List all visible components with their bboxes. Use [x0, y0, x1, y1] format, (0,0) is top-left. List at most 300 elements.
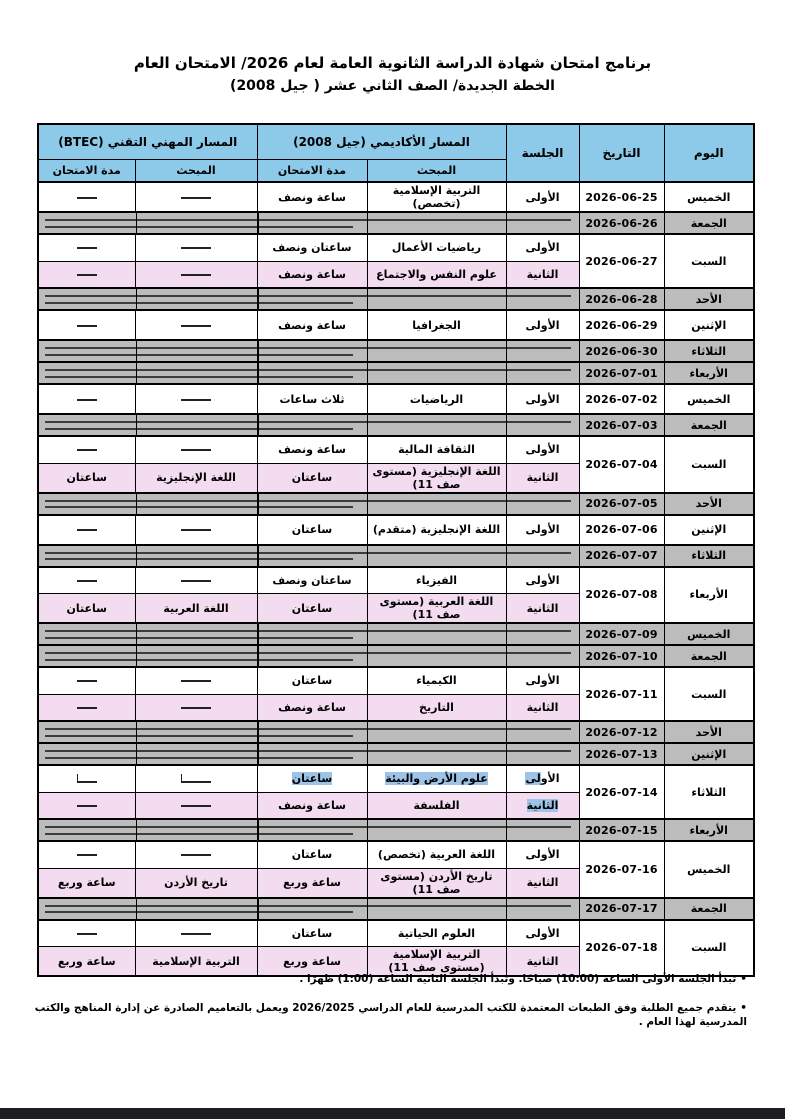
column-divider: [257, 289, 258, 309]
holiday-row: [38, 340, 754, 362]
column-divider: [257, 341, 258, 361]
academic-duration-cell: ساعة ونصف: [257, 436, 367, 463]
date-cell: 2026-07-17: [579, 898, 664, 920]
btec-duration-cell: [38, 234, 135, 261]
selection-highlight: ساعتان: [291, 772, 333, 786]
academic-duration-cell: ساعتان: [257, 920, 367, 947]
holiday-strike-cell: [38, 721, 579, 743]
column-divider: [367, 646, 368, 666]
academic-duration-cell: ساعتان ونصف: [257, 234, 367, 261]
day-cell: الأربعاء: [664, 567, 754, 624]
empty-dash: [77, 580, 97, 582]
day-cell: السبت: [664, 436, 754, 493]
column-divider: [367, 494, 368, 514]
academic-subject-cell: اللغة العربية (تخصص): [367, 841, 506, 868]
exam-row: [38, 310, 754, 340]
academic-subject-cell: الفيزياء: [367, 567, 506, 594]
empty-dash: [181, 854, 211, 856]
column-divider: [257, 213, 258, 233]
strike-line: [45, 558, 353, 560]
bullet-icon: •: [740, 1001, 747, 1014]
btec-subject-cell: التربية الإسلامية: [135, 947, 257, 977]
table-header: [38, 124, 754, 182]
academic-duration-cell: ساعة ونصف: [257, 694, 367, 721]
column-divider: [506, 289, 507, 309]
strike-line: [45, 905, 571, 907]
day-cell: الأربعاء: [664, 362, 754, 384]
empty-dash: [181, 247, 211, 249]
holiday-row: [38, 623, 754, 645]
column-divider: [506, 341, 507, 361]
empty-dash: [181, 449, 211, 451]
btec-subject-cell: [135, 310, 257, 340]
empty-dash: [181, 680, 211, 682]
empty-dash: [77, 274, 97, 276]
date-cell: 2026-07-13: [579, 743, 664, 765]
page-subtitle: الخطة الجديدة/ الصف الثاني عشر ( جيل 2008): [230, 77, 555, 94]
session-cell: الثانية: [506, 947, 579, 977]
strike-line: [45, 630, 571, 632]
header-academic-subject: المبحث: [367, 159, 506, 182]
academic-duration-cell: ساعتان: [257, 667, 367, 694]
academic-duration-cell: ساعة ونصف: [257, 792, 367, 819]
btec-duration-cell: [38, 667, 135, 694]
btec-duration-cell: [38, 920, 135, 947]
day-cell: الجمعة: [664, 645, 754, 667]
column-divider: [257, 363, 258, 383]
strike-line: [45, 226, 353, 228]
date-cell: 2026-07-09: [579, 623, 664, 645]
date-cell: 2026-07-18: [579, 920, 664, 977]
empty-dash: [181, 805, 211, 807]
column-divider: [136, 289, 137, 309]
column-divider: [367, 744, 368, 764]
selection-highlight: علوم الأرض والبيئة: [385, 772, 488, 786]
session-cell: الثانية: [506, 594, 579, 624]
day-cell: الثلاثاء: [664, 765, 754, 819]
column-divider: [136, 494, 137, 514]
column-divider: [257, 820, 258, 840]
column-divider: [136, 213, 137, 233]
academic-duration-cell: ثلاث ساعات: [257, 384, 367, 414]
header-day: اليوم: [664, 124, 754, 182]
column-divider: [136, 646, 137, 666]
academic-subject-cell: الكيمياء: [367, 667, 506, 694]
day-cell: الأحد: [664, 721, 754, 743]
holiday-strike-cell: [38, 898, 579, 920]
date-cell: 2026-06-26: [579, 212, 664, 234]
empty-dash: [181, 529, 211, 531]
holiday-row: [38, 414, 754, 436]
column-divider: [257, 415, 258, 435]
day-cell: السبت: [664, 234, 754, 288]
strike-line: [45, 302, 353, 304]
btec-duration-cell: [38, 694, 135, 721]
academic-subject-cell: اللغة الإنجليزية (متقدم): [367, 515, 506, 545]
btec-duration-cell: ساعتان: [38, 594, 135, 624]
btec-duration-cell: [38, 515, 135, 545]
column-divider: [257, 744, 258, 764]
holiday-row: [38, 212, 754, 234]
bullet-icon: •: [740, 973, 747, 985]
session-cell: الأولى: [506, 567, 579, 594]
btec-duration-cell: ساعة وربع: [38, 947, 135, 977]
column-divider: [506, 899, 507, 919]
column-divider: [506, 722, 507, 742]
column-divider: [506, 744, 507, 764]
academic-duration-cell: ساعة وربع: [257, 868, 367, 898]
holiday-row: [38, 721, 754, 743]
session-cell: الأولى: [506, 841, 579, 868]
strike-line: [45, 219, 571, 221]
academic-duration-cell: ساعة ونصف: [257, 182, 367, 212]
session-cell: الأولى: [506, 667, 579, 694]
column-divider: [257, 646, 258, 666]
column-divider: [506, 494, 507, 514]
strike-line: [45, 659, 353, 661]
academic-subject-cell: علوم النفس والاجتماع: [367, 261, 506, 288]
strike-line: [45, 369, 571, 371]
column-divider: [257, 899, 258, 919]
academic-subject-cell: الثقافة المالية: [367, 436, 506, 463]
day-cell: السبت: [664, 667, 754, 721]
btec-subject-cell: [135, 841, 257, 868]
strike-line: [45, 826, 571, 828]
day-cell: الخميس: [664, 841, 754, 898]
session-cell: الأولى: [506, 384, 579, 414]
empty-dash: [181, 580, 211, 582]
day-cell: الأربعاء: [664, 819, 754, 841]
academic-subject-cell: اللغة الإنجليزية (مستوى صف 11): [367, 463, 506, 493]
header-academic-duration: مدة الامتحان: [257, 159, 367, 182]
column-divider: [136, 899, 137, 919]
btec-subject-cell: اللغة العربية: [135, 594, 257, 624]
column-divider: [136, 363, 137, 383]
btec-subject-cell: [135, 694, 257, 721]
exam-row: [38, 567, 754, 594]
btec-subject-cell: [135, 920, 257, 947]
column-divider: [136, 546, 137, 566]
academic-duration-cell: ساعتان: [257, 841, 367, 868]
column-divider: [367, 289, 368, 309]
column-divider: [367, 722, 368, 742]
btec-subject-cell: [135, 792, 257, 819]
column-divider: [136, 341, 137, 361]
holiday-strike-cell: [38, 362, 579, 384]
day-cell: الخميس: [664, 182, 754, 212]
column-divider: [367, 899, 368, 919]
academic-duration-cell: ساعتان: [257, 463, 367, 493]
strike-line: [45, 295, 571, 297]
viewer-bottom-bar: [0, 1108, 785, 1119]
column-divider: [257, 494, 258, 514]
day-cell: الثلاثاء: [664, 340, 754, 362]
session-cell: [506, 792, 579, 819]
empty-dash: [181, 774, 211, 783]
academic-subject-cell: التربية الإسلامية (تخصص): [367, 182, 506, 212]
btec-duration-cell: [38, 841, 135, 868]
empty-dash: [77, 680, 97, 682]
column-divider: [506, 624, 507, 644]
btec-duration-cell: [38, 765, 135, 792]
academic-duration-cell: ساعتان ونصف: [257, 567, 367, 594]
column-divider: [506, 646, 507, 666]
exam-row: [38, 234, 754, 261]
exam-schedule-table: [37, 123, 755, 977]
academic-duration-cell: ساعة وربع: [257, 947, 367, 977]
holiday-strike-cell: [38, 645, 579, 667]
session-cell: الأولى: [506, 436, 579, 463]
day-cell: الإثنين: [664, 310, 754, 340]
day-cell: الجمعة: [664, 414, 754, 436]
strike-line: [45, 750, 571, 752]
day-cell: الإثنين: [664, 743, 754, 765]
holiday-row: [38, 545, 754, 567]
session-cell: الأولى: [506, 182, 579, 212]
academic-subject-cell: [367, 765, 506, 792]
btec-duration-cell: [38, 261, 135, 288]
holiday-strike-cell: [38, 493, 579, 515]
day-cell: الجمعة: [664, 212, 754, 234]
holiday-strike-cell: [38, 212, 579, 234]
date-cell: 2026-07-10: [579, 645, 664, 667]
empty-dash: [181, 325, 211, 327]
column-divider: [367, 546, 368, 566]
strike-line: [45, 376, 353, 378]
exam-row: [38, 515, 754, 545]
holiday-strike-cell: [38, 819, 579, 841]
holiday-row: [38, 493, 754, 515]
date-cell: 2026-06-29: [579, 310, 664, 340]
strike-line: [45, 637, 353, 639]
academic-subject-cell: الفلسفة: [367, 792, 506, 819]
empty-dash: [77, 854, 97, 856]
date-cell: 2026-07-01: [579, 362, 664, 384]
academic-subject-cell: التاريخ: [367, 694, 506, 721]
column-divider: [367, 820, 368, 840]
holiday-row: [38, 743, 754, 765]
empty-dash: [77, 933, 97, 935]
btec-duration-cell: [38, 436, 135, 463]
date-cell: 2026-07-11: [579, 667, 664, 721]
btec-subject-cell: [135, 667, 257, 694]
header-btec-duration: مدة الامتحان: [38, 159, 135, 182]
academic-duration-cell: ساعتان: [257, 594, 367, 624]
empty-dash: [77, 197, 97, 199]
date-cell: 2026-06-28: [579, 288, 664, 310]
date-cell: 2026-07-12: [579, 721, 664, 743]
holiday-row: [38, 362, 754, 384]
empty-dash: [77, 247, 97, 249]
exam-row: [38, 436, 754, 463]
column-divider: [136, 744, 137, 764]
academic-subject-cell: الجغرافيا: [367, 310, 506, 340]
header-date: التاريخ: [579, 124, 664, 182]
empty-dash: [77, 399, 97, 401]
column-divider: [257, 722, 258, 742]
empty-dash: [77, 707, 97, 709]
date-cell: 2026-06-27: [579, 234, 664, 288]
day-cell: الإثنين: [664, 515, 754, 545]
holiday-row: [38, 819, 754, 841]
column-divider: [136, 820, 137, 840]
strike-line: [45, 728, 571, 730]
empty-dash: [181, 399, 211, 401]
holiday-strike-cell: [38, 288, 579, 310]
column-divider: [367, 213, 368, 233]
btec-duration-cell: [38, 384, 135, 414]
date-cell: 2026-06-25: [579, 182, 664, 212]
session-cell: الأولى: [506, 310, 579, 340]
academic-subject-cell: اللغة العربية (مستوى صف 11): [367, 594, 506, 624]
exam-row: [38, 920, 754, 947]
selection-highlight: لى: [525, 772, 541, 786]
btec-subject-cell: [135, 182, 257, 212]
header-session: الجلسة: [506, 124, 579, 182]
btec-subject-cell: [135, 384, 257, 414]
note-textbook-editions: •يتقدم جميع الطلبة وفق الطبعات المعتمدة للكتب المدرسية للعام الدراسي 2026/2025 ويعمل بالتعاميم الصادرة عن إدارة المناهج والكتب المدرسية لهذا العام .: [34, 1001, 747, 1029]
session-cell: الأولى: [506, 765, 579, 792]
date-cell: 2026-07-04: [579, 436, 664, 493]
column-divider: [506, 415, 507, 435]
exam-row: [38, 384, 754, 414]
academic-subject-cell: تاريخ الأردن (مستوى صف 11): [367, 868, 506, 898]
table-body: [38, 182, 754, 976]
holiday-row: [38, 898, 754, 920]
strike-line: [45, 552, 571, 554]
btec-duration-cell: [38, 567, 135, 594]
footnotes: [30, 972, 747, 1044]
strike-line: [45, 421, 571, 423]
btec-subject-cell: [135, 765, 257, 792]
btec-subject-cell: [135, 261, 257, 288]
empty-dash: [77, 325, 97, 327]
academic-subject-cell: رياضيات الأعمال: [367, 234, 506, 261]
btec-duration-cell: ساعتان: [38, 463, 135, 493]
session-cell: الأولى: [506, 515, 579, 545]
date-cell: 2026-07-16: [579, 841, 664, 898]
date-cell: 2026-06-30: [579, 340, 664, 362]
day-cell: الأحد: [664, 288, 754, 310]
column-divider: [367, 341, 368, 361]
btec-duration-cell: [38, 182, 135, 212]
exam-row: [38, 841, 754, 868]
academic-duration-cell: ساعتان: [257, 515, 367, 545]
empty-dash: [181, 274, 211, 276]
column-divider: [367, 415, 368, 435]
strike-line: [45, 652, 571, 654]
academic-subject-cell: الرياضيات: [367, 384, 506, 414]
session-cell: الأولى: [506, 234, 579, 261]
date-cell: 2026-07-15: [579, 819, 664, 841]
btec-duration-cell: ساعة وربع: [38, 868, 135, 898]
column-divider: [257, 624, 258, 644]
exam-row: [38, 667, 754, 694]
header-btec-track: المسار المهني التقني (BTEC): [38, 124, 257, 159]
academic-duration-cell: ساعة ونصف: [257, 310, 367, 340]
academic-subject-cell: التربية الإسلامية (مستوى صف 11): [367, 947, 506, 977]
note-session-times: •تبدأ الجلسة الأولى الساعة (10:00) صباحًا. وتبدأ الجلسة الثانية الساعة (1:00) ظهرًا .: [299, 973, 747, 985]
strike-line: [45, 911, 353, 913]
day-cell: الخميس: [664, 384, 754, 414]
day-cell: الأحد: [664, 493, 754, 515]
empty-dash: [181, 707, 211, 709]
date-cell: 2026-07-05: [579, 493, 664, 515]
strike-line: [45, 500, 571, 502]
date-cell: 2026-07-06: [579, 515, 664, 545]
date-cell: 2026-07-03: [579, 414, 664, 436]
column-divider: [506, 546, 507, 566]
exam-row: [38, 182, 754, 212]
btec-subject-cell: [135, 234, 257, 261]
btec-duration-cell: [38, 792, 135, 819]
column-divider: [506, 820, 507, 840]
btec-duration-cell: [38, 310, 135, 340]
date-cell: 2026-07-14: [579, 765, 664, 819]
btec-subject-cell: [135, 436, 257, 463]
date-cell: 2026-07-07: [579, 545, 664, 567]
column-divider: [136, 722, 137, 742]
btec-subject-cell: [135, 567, 257, 594]
date-cell: 2026-07-08: [579, 567, 664, 624]
day-cell: الخميس: [664, 623, 754, 645]
page-title: برنامج امتحان شهادة الدراسة الثانوية العامة لعام 2026/ الامتحان العام: [133, 54, 652, 72]
holiday-strike-cell: [38, 623, 579, 645]
strike-line: [45, 833, 353, 835]
strike-line: [45, 428, 353, 430]
column-divider: [506, 213, 507, 233]
empty-dash: [77, 774, 97, 783]
session-cell: الثانية: [506, 868, 579, 898]
btec-subject-cell: اللغة الإنجليزية: [135, 463, 257, 493]
exam-row: [38, 765, 754, 792]
empty-dash: [77, 529, 97, 531]
strike-line: [45, 506, 353, 508]
strike-line: [45, 735, 353, 737]
column-divider: [136, 624, 137, 644]
strike-line: [45, 347, 571, 349]
column-divider: [506, 363, 507, 383]
column-divider: [367, 624, 368, 644]
holiday-strike-cell: [38, 414, 579, 436]
btec-subject-cell: [135, 515, 257, 545]
header-btec-subject: المبحث: [135, 159, 257, 182]
btec-subject-cell: تاريخ الأردن: [135, 868, 257, 898]
holiday-row: [38, 645, 754, 667]
day-cell: الثلاثاء: [664, 545, 754, 567]
holiday-strike-cell: [38, 743, 579, 765]
day-cell: السبت: [664, 920, 754, 977]
empty-dash: [77, 805, 97, 807]
academic-duration-cell: [257, 765, 367, 792]
column-divider: [367, 363, 368, 383]
session-cell: الأولى: [506, 920, 579, 947]
academic-duration-cell: ساعة ونصف: [257, 261, 367, 288]
selection-highlight: الثانية: [526, 798, 559, 812]
academic-subject-cell: العلوم الحياتية: [367, 920, 506, 947]
date-cell: 2026-07-02: [579, 384, 664, 414]
holiday-strike-cell: [38, 545, 579, 567]
holiday-strike-cell: [38, 340, 579, 362]
holiday-row: [38, 288, 754, 310]
empty-dash: [77, 449, 97, 451]
strike-line: [45, 354, 353, 356]
strike-line: [45, 757, 353, 759]
header-academic-track: المسار الأكاديمي (جيل 2008): [257, 124, 506, 159]
day-cell: الجمعة: [664, 898, 754, 920]
session-cell: الثانية: [506, 261, 579, 288]
session-cell: الثانية: [506, 463, 579, 493]
